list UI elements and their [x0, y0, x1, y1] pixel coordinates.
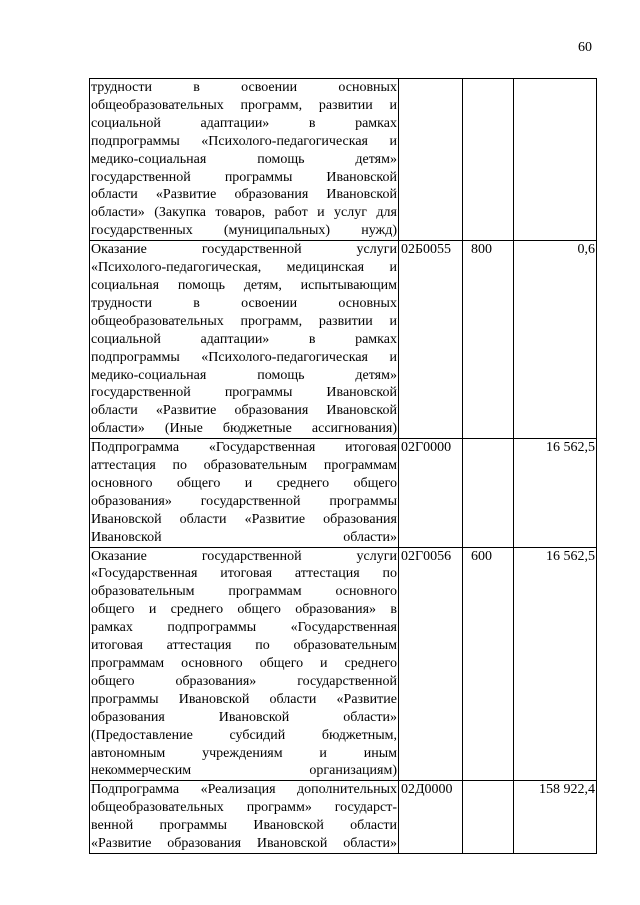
row-expense-type-cell — [463, 439, 514, 547]
word: трудности — [91, 80, 153, 95]
text-line — [91, 259, 397, 277]
word: и — [148, 602, 157, 618]
word: Ивановской — [326, 169, 397, 185]
text-line — [91, 745, 397, 763]
word: общего — [176, 475, 221, 491]
word: программ» — [246, 800, 312, 816]
word: Подпрограмма — [91, 440, 180, 456]
text-line — [91, 313, 397, 331]
word: по — [255, 638, 270, 654]
word: услуги — [356, 242, 397, 258]
text-line — [91, 457, 397, 475]
word: Ивановской — [326, 403, 397, 419]
word: и — [319, 745, 327, 761]
text-line: области» (Иные бюджетные ассигнования) — [91, 421, 397, 437]
word: государственной — [91, 385, 191, 401]
word: образования — [234, 403, 309, 419]
word: бюджетным, — [321, 727, 397, 743]
word: образовательным — [203, 458, 308, 474]
word: программам — [228, 584, 302, 600]
text-line: Ивановской области» — [91, 529, 397, 545]
row-code-cell: 02Д0000 — [399, 781, 463, 854]
word: общего — [91, 602, 135, 618]
row-name-cell — [90, 241, 399, 439]
word: государственной — [91, 169, 191, 185]
text-line — [91, 97, 397, 115]
word: «Реализация — [200, 782, 276, 798]
row-amount-cell: 0,6 — [514, 241, 597, 439]
text-line — [91, 277, 397, 295]
word: программам — [91, 656, 165, 671]
word: области» — [91, 205, 145, 221]
text-line — [91, 619, 397, 637]
word: по — [382, 566, 397, 582]
word: детям, — [243, 277, 282, 293]
text-line: некоммерческим организациям) — [91, 763, 397, 779]
text-line — [91, 673, 397, 691]
word: в — [193, 295, 200, 311]
row-code-cell — [399, 79, 463, 241]
word: учреждениям — [202, 745, 283, 761]
text-line — [91, 133, 397, 151]
row-expense-type-cell: 600 — [463, 547, 514, 781]
word: трудности — [91, 295, 153, 311]
word: «Психолого-педагогическая — [201, 133, 368, 149]
row-amount-cell: 16 562,5 — [514, 547, 597, 781]
text-line — [91, 439, 397, 457]
word: общеобразовательных — [91, 800, 224, 816]
word: в — [390, 602, 397, 618]
word: Ивановской — [178, 691, 250, 707]
word: развитии — [318, 97, 373, 113]
word: в — [193, 80, 200, 95]
word: аттестация — [166, 638, 232, 654]
row-name-cell — [90, 781, 399, 854]
word: общего — [91, 673, 135, 689]
word: общеобразовательных — [91, 97, 224, 113]
word: «Развитие — [155, 187, 217, 203]
word: аттестация — [91, 458, 156, 474]
text-line — [91, 367, 397, 385]
word: программ, — [240, 97, 303, 113]
word: адаптации» — [200, 331, 270, 347]
row-amount-cell — [514, 79, 597, 241]
text-line — [91, 493, 397, 511]
word: услуг — [334, 205, 367, 221]
word: «Развитие — [244, 511, 306, 527]
word: Оказание — [91, 548, 147, 564]
text-line — [91, 331, 397, 349]
text-line — [91, 511, 397, 529]
word: Ивановской — [253, 818, 324, 834]
word: и — [389, 260, 397, 276]
text-line — [91, 204, 397, 222]
word: и — [389, 313, 397, 329]
text-line: «Развитие образования Ивановской области» — [91, 836, 397, 852]
word: Ивановской — [326, 187, 397, 203]
word: развитии — [318, 313, 373, 329]
word: области — [91, 187, 138, 203]
word: и — [389, 133, 397, 149]
word: «Психолого-педагогическая, — [91, 260, 262, 276]
word: основного — [335, 584, 397, 600]
row-expense-type-cell — [463, 79, 514, 241]
word: иным — [363, 745, 397, 761]
text-line — [91, 565, 397, 583]
word: «Психолого-педагогическая — [201, 349, 368, 365]
word: программы — [224, 169, 293, 185]
word: программ, — [240, 313, 303, 329]
text-line — [91, 79, 397, 97]
text-line — [91, 637, 397, 655]
row-code-cell: 02Г0056 — [399, 547, 463, 781]
word: среднего — [344, 656, 397, 671]
word: и — [320, 656, 328, 671]
table-row — [90, 781, 597, 854]
word: основных — [338, 80, 397, 95]
word: помощь — [257, 151, 305, 167]
word: Ивановской — [218, 709, 290, 725]
word: Ивановской — [326, 385, 397, 401]
word: подпрограммы — [167, 620, 257, 636]
row-amount-cell: 158 922,4 — [514, 781, 597, 854]
budget-table-body — [90, 79, 597, 854]
word: образования» — [91, 493, 172, 509]
word: (Закупка — [154, 205, 206, 221]
word: рамках — [355, 331, 397, 347]
word: товаров, — [215, 205, 266, 221]
text-line — [91, 186, 397, 204]
word: (Предоставление — [91, 727, 193, 743]
row-expense-type-cell: 800 — [463, 241, 514, 439]
word: государственной — [201, 242, 302, 258]
word: общего — [237, 602, 281, 618]
word: образования — [323, 511, 397, 527]
word: государст- — [334, 800, 397, 816]
word: программам — [323, 458, 397, 474]
text-line — [91, 655, 397, 673]
text-line — [91, 817, 397, 835]
word: работ — [274, 205, 308, 221]
word: и — [244, 475, 253, 491]
table-row — [90, 439, 597, 547]
word: образования» — [175, 673, 257, 689]
word: для — [376, 205, 397, 221]
word: субсидий — [229, 727, 286, 743]
row-expense-type-cell — [463, 781, 514, 854]
word: основного — [181, 656, 243, 671]
word: адаптации» — [200, 115, 270, 131]
word: социальной — [91, 331, 161, 347]
word: среднего — [276, 475, 330, 491]
word: детям» — [355, 151, 397, 167]
word: общего — [259, 656, 304, 671]
word: помощь — [177, 277, 226, 293]
word: социальной — [91, 115, 161, 131]
word: дополнительных — [296, 782, 397, 798]
word: образования — [91, 709, 165, 725]
text-line — [91, 349, 397, 367]
text-line: государственных (муниципальных) нужд) — [91, 223, 397, 239]
word: программы — [159, 818, 228, 834]
word: образовательным — [91, 584, 195, 600]
text-line — [91, 475, 397, 493]
text-line — [91, 583, 397, 601]
word: освоении — [241, 295, 298, 311]
word: Оказание — [91, 242, 147, 258]
text-line — [91, 241, 397, 259]
text-line — [91, 169, 397, 187]
word: рамках — [91, 620, 133, 636]
word: подпрограммы — [91, 133, 180, 149]
word: общего — [353, 475, 397, 491]
word: и — [317, 205, 325, 221]
word: автономным — [91, 745, 166, 761]
word: области» — [343, 709, 397, 725]
word: в — [308, 115, 316, 131]
word: «Развитие — [336, 691, 397, 707]
text-line — [91, 799, 397, 817]
table-row — [90, 241, 597, 439]
word: программы — [224, 385, 293, 401]
word: государственной — [200, 493, 301, 509]
text-line — [91, 548, 397, 566]
text-line — [91, 727, 397, 745]
row-amount-cell: 16 562,5 — [514, 439, 597, 547]
table-row — [90, 79, 597, 241]
word: медицинская — [286, 260, 365, 276]
text-line — [91, 601, 397, 619]
word: «Развитие — [155, 403, 217, 419]
word: в — [308, 331, 316, 347]
word: медико-социальная — [91, 151, 207, 167]
word: области — [350, 818, 397, 834]
word: рамках — [355, 115, 397, 131]
word: помощь — [257, 367, 305, 383]
word: испытывающим — [300, 277, 397, 293]
word: образования» — [295, 602, 377, 618]
word: освоении — [241, 80, 298, 95]
word: «Государственная — [290, 620, 397, 636]
row-name-cell — [90, 547, 399, 781]
word: основных — [338, 295, 397, 311]
page-number: 60 — [578, 40, 592, 55]
word: подпрограммы — [91, 349, 180, 365]
word: медико-социальная — [91, 367, 207, 383]
word: детям» — [355, 367, 397, 383]
word: основного — [91, 475, 153, 491]
word: программы — [91, 691, 159, 707]
row-name-cell — [90, 439, 399, 547]
word: области — [91, 403, 138, 419]
row-name-cell — [90, 79, 399, 241]
text-line — [91, 781, 397, 799]
word: услуги — [356, 548, 397, 564]
word: итоговая — [91, 638, 143, 654]
word: образования — [234, 187, 309, 203]
text-line — [91, 402, 397, 420]
word: «Государственная — [91, 566, 198, 582]
word: итоговая — [345, 440, 397, 456]
word: общеобразовательных — [91, 313, 224, 329]
row-code-cell: 02Б0055 — [399, 241, 463, 439]
word: аттестация — [294, 566, 360, 582]
budget-table — [89, 78, 597, 854]
word: программы — [329, 493, 397, 509]
text-line — [91, 384, 397, 402]
word: итоговая — [220, 566, 273, 582]
word: Подпрограмма — [91, 782, 180, 798]
text-line — [91, 295, 397, 313]
word: государственной — [201, 548, 302, 564]
word: социальная — [91, 277, 160, 293]
word: государственной — [297, 673, 397, 689]
word: области — [269, 691, 317, 707]
text-line — [91, 115, 397, 133]
text-line — [91, 691, 397, 709]
text-line — [91, 709, 397, 727]
word: «Государственная — [208, 440, 316, 456]
word: и — [389, 349, 397, 365]
row-code-cell: 02Г0000 — [399, 439, 463, 547]
word: и — [389, 97, 397, 113]
word: среднего — [170, 602, 224, 618]
word: образовательным — [293, 638, 397, 654]
word: Ивановской — [91, 511, 162, 527]
table-row — [90, 547, 597, 781]
text-line — [91, 151, 397, 169]
word: области — [179, 511, 227, 527]
word: по — [172, 458, 187, 474]
word: венной — [91, 818, 134, 834]
